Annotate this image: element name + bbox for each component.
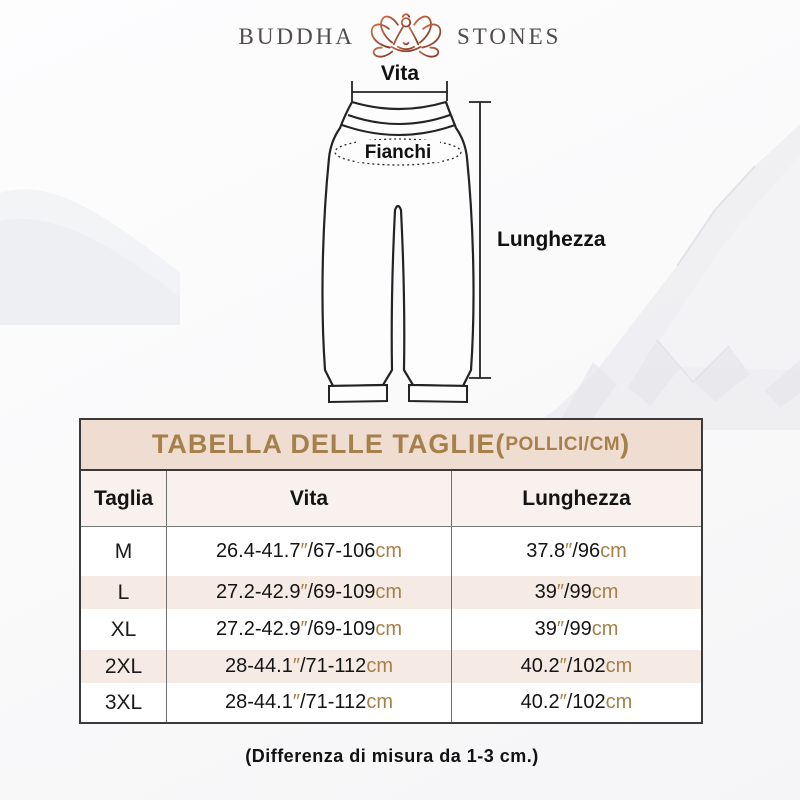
brand-name-left: BUDDHA [238,24,355,49]
table-row [81,576,701,609]
size-table [79,418,703,724]
column-header-length: Lunghezza [522,486,631,510]
length-label: Lunghezza [497,228,606,251]
waist-cell: 28-44.1 ″ / 71-112 cm [167,650,452,683]
column-header-size: Taglia [81,471,167,526]
size-cell: L [81,576,167,609]
length-cell: 37.8 ″ / 96 cm [526,540,627,562]
size-table-title [81,420,701,471]
waist-cell: 28-44.1 ″ / 71-112 cm [167,683,452,722]
pants-measurement-diagram [0,58,800,408]
waist-label: Vita [380,62,420,85]
waist-cell: 27.2-42.9 ″ / 69-109 cm [167,576,452,609]
length-cell: 39 ″ / 99 cm [534,618,619,640]
size-cell: XL [81,609,167,650]
right-cuff [409,385,467,402]
waist-cell: 27.2-42.9 ″ / 69-109 cm [167,609,452,650]
hips-label: Fianchi [364,142,432,163]
size-cell: M [81,527,167,576]
measurement-tolerance-note: (Differenza di misura da 1-3 cm.) [245,746,539,766]
left-cuff [329,385,387,402]
table-header-row [81,471,701,527]
table-row [81,683,701,722]
brand-name-right: STONES [456,24,562,49]
table-row [81,527,701,576]
title-paren-close: ) [620,429,631,459]
size-table-title-text: TABELLA DELLE TAGLIE [151,429,496,459]
column-header-waist: Vita [167,471,452,526]
brand-header [0,8,800,66]
size-table-unit-note: POLLICI/CM [505,433,621,455]
length-cell: 40.2 ″ / 102 cm [520,655,633,677]
length-cell: 40.2 ″ / 102 cm [520,691,633,713]
table-row [81,650,701,683]
title-paren-open: ( [495,429,506,459]
size-cell: 3XL [81,683,167,722]
length-cell: 39 ″ / 99 cm [534,581,619,603]
waist-cell: 26.4-41.7 ″ / 67-106 cm [167,527,452,576]
lotus-meditation-icon [367,8,445,66]
size-cell: 2XL [81,650,167,683]
table-row [81,609,701,650]
